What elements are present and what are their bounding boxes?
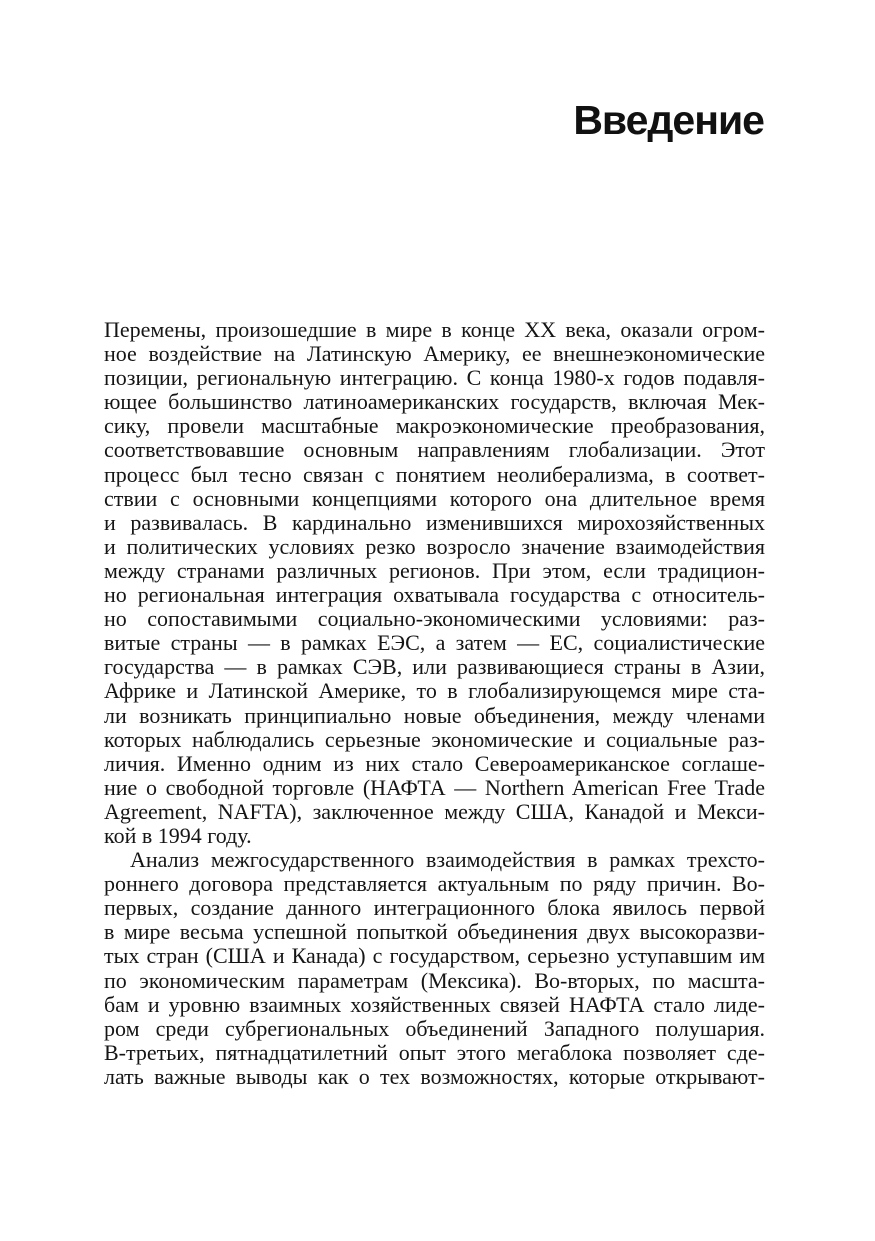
text-line: Agreement, NAFTA), заключенное между США, Канадой и Мекси- <box>104 798 765 824</box>
text-line: которых наблюдались серьезные экономические и социальные раз- <box>104 726 765 752</box>
text-line: ющее большинство латиноамериканских государств, включая Мек- <box>104 389 765 415</box>
text-line: между странами различных регионов. При этом, если традицион- <box>104 557 765 583</box>
text-line: Анализ межгосударственного взаимодействия в рамках трехсто- <box>130 847 765 873</box>
text-line: кой в 1994 году. <box>104 822 252 848</box>
text-line: Африке и Латинской Америке, то в глобализирующемся мире ста- <box>104 678 765 704</box>
text-line: Перемены, произошедшие в мире в конце XX века, оказали огром- <box>104 317 765 342</box>
text-line: но региональная интеграция охватывала государства с относитель- <box>104 582 765 608</box>
text-line: В-третьих, пятнадцатилетний опыт этого мегаблока позволяет сде- <box>104 1039 765 1065</box>
text-line: бам и уровню взаимных хозяйственных связей НАФТА стало лиде- <box>104 991 765 1017</box>
text-line: лать важные выводы как о тех возможностях, которые открывают- <box>104 1063 765 1089</box>
text-line: роннего договора представляется актуальным по ряду причин. Во- <box>104 871 765 897</box>
text-line: тых стран (США и Канада) с государством, серьезно уступавшим им <box>104 943 765 969</box>
text-line: и политических условиях резко возросло значение взаимодействия <box>104 533 765 559</box>
paragraph <box>104 848 765 1089</box>
text-line: ром среди субрегиональных объединений Западного полушария. <box>104 1015 765 1041</box>
text-line: соответствовавшие основным направлениям глобализации. Этот <box>104 437 765 463</box>
text-line: по экономическим параметрам (Мексика). Во-вторых, по масшта- <box>104 967 765 993</box>
text-line: ли возникать принципиально новые объединения, между членами <box>104 702 765 728</box>
text-line: государства — в рамках СЭВ, или развивающиеся страны в Азии, <box>104 654 765 680</box>
text-line: сику, провели масштабные макроэкономические преобразования, <box>104 413 765 439</box>
body-text <box>104 318 765 1089</box>
chapter-title: Введение <box>573 97 764 143</box>
text-line: в мире весьма успешной попыткой объединения двух высокоразви- <box>104 919 765 945</box>
text-line: ние о свободной торговле (НАФТА — Northern American Free Trade <box>104 774 765 800</box>
text-line: процесс был тесно связан с понятием неолиберализма, в соответ- <box>104 461 765 487</box>
text-line: витые страны — в рамках ЕЭС, а затем — ЕС, социалистические <box>104 630 765 656</box>
paragraph <box>104 318 765 848</box>
text-line: и развивалась. В кардинально изменившихся мирохозяйственных <box>104 509 765 535</box>
text-line: но сопоставимыми социально-экономическими условиями: раз- <box>104 606 765 632</box>
text-line: ствии с основными концепциями которого она длительное время <box>104 485 765 511</box>
text-line: личия. Именно одним из них стало Североамериканское соглаше- <box>104 750 765 776</box>
text-line: ное воздействие на Латинскую Америку, ее внешнеэкономические <box>104 341 765 367</box>
text-line: первых, создание данного интеграционного блока явилось первой <box>104 895 765 921</box>
text-line: позиции, региональную интеграцию. С конца 1980-х годов подавля- <box>104 365 765 391</box>
